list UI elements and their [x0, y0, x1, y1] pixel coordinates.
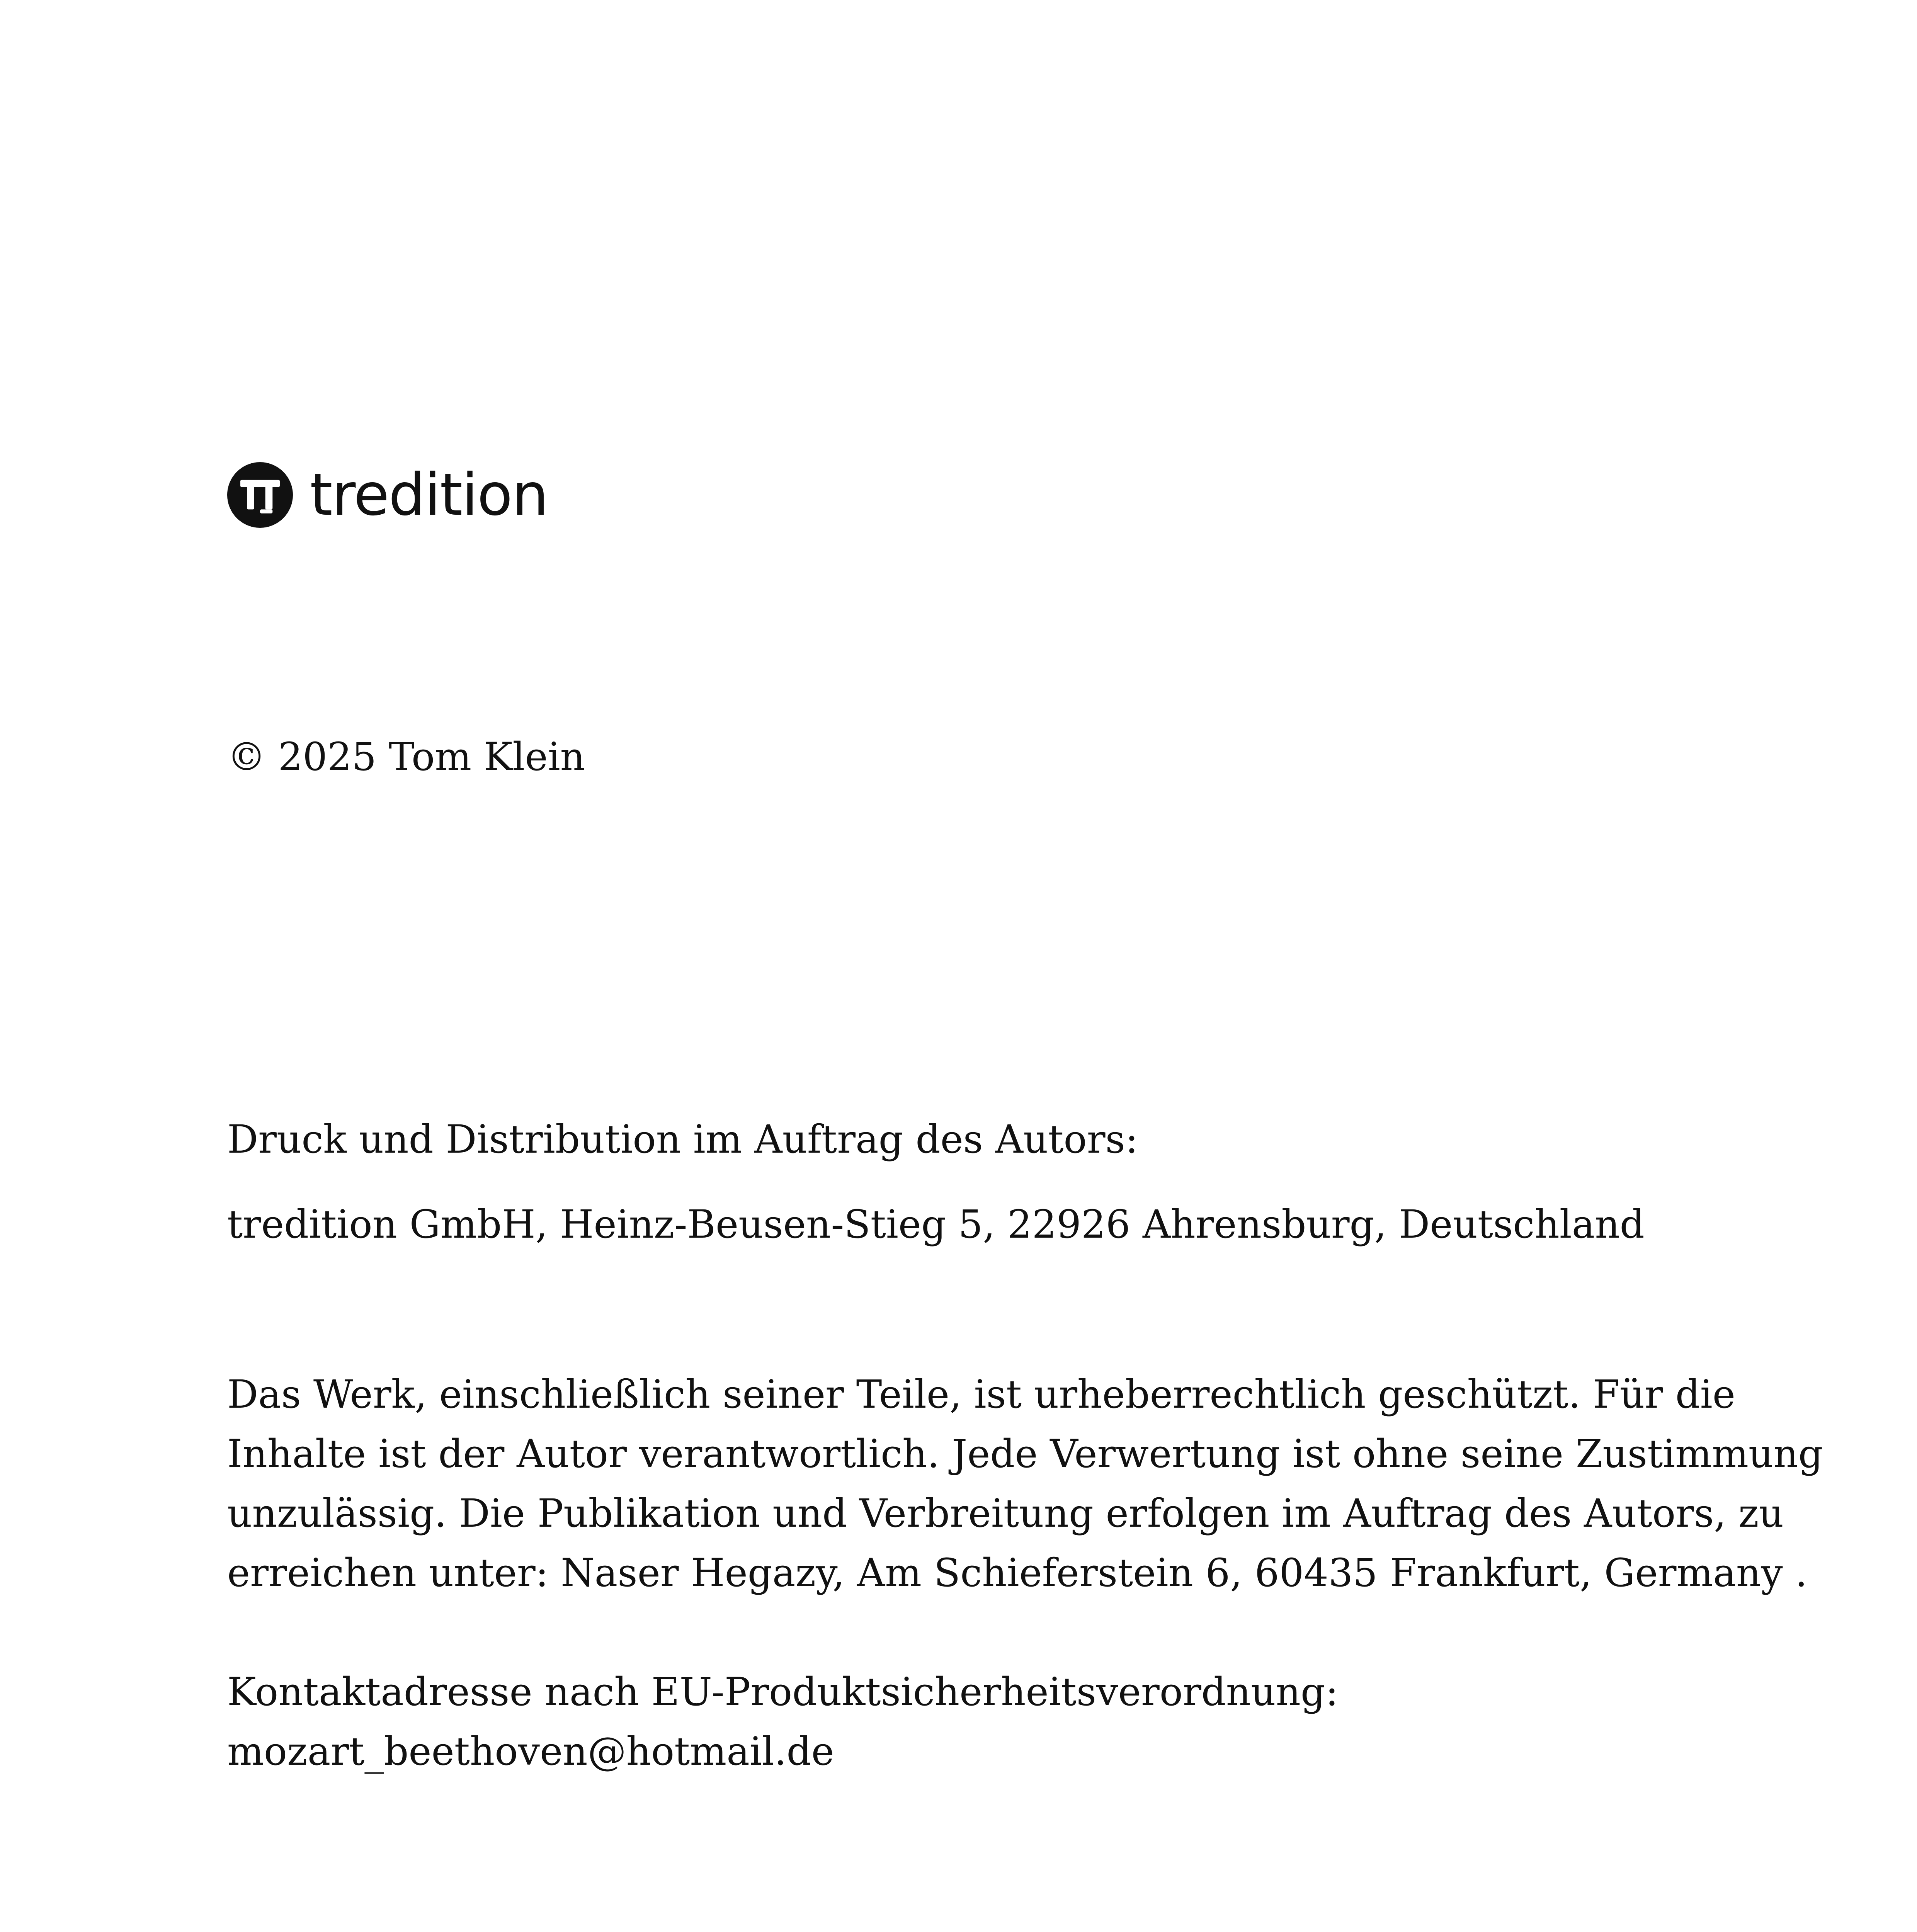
- publisher-logo: [227, 462, 548, 528]
- copyright-notice: © 2025 Tom Klein: [227, 734, 585, 779]
- paragraph-line: unzulässig. Die Publikation und Verbreitung erfolgen im Auftrag des Autors, zu: [227, 1491, 1784, 1536]
- tredition-logo-icon: [227, 462, 293, 528]
- copyright-paragraph: [227, 1365, 1823, 1603]
- paragraph-line: Das Werk, einschließlich seiner Teile, ist urheberrechtlich geschützt. Für die: [227, 1372, 1735, 1417]
- paragraph-line: Inhalte ist der Autor verantwortlich. Jede Verwertung ist ohne seine Zustimmung: [227, 1431, 1823, 1476]
- contact-email: mozart_beethoven@hotmail.de: [227, 1729, 834, 1774]
- print-distribution-label: Druck und Distribution im Auftrag des Autors:: [227, 1117, 1138, 1162]
- publisher-address: tredition GmbH, Heinz-Beusen-Stieg 5, 22926 Ahrensburg, Deutschland: [227, 1202, 1645, 1247]
- paragraph-line: erreichen unter: Naser Hegazy, Am Schieferstein 6, 60435 Frankfurt, Germany .: [227, 1550, 1808, 1595]
- logo-wordmark: tredition: [310, 461, 548, 529]
- contact-label: Kontaktadresse nach EU-Produktsicherheitsverordnung:: [227, 1669, 1339, 1714]
